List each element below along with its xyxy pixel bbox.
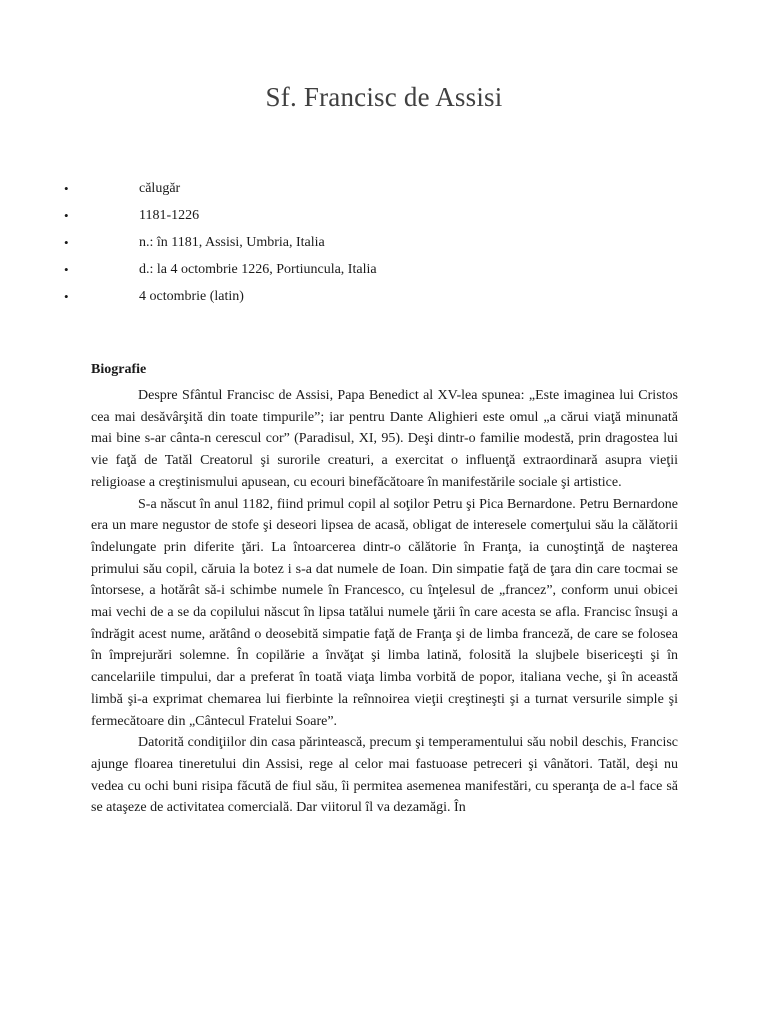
- list-item: [0, 181, 768, 208]
- paragraph: S-a născut în anul 1182, fiind primul copil al soţilor Petru şi Pica Bernardone. Petru Bernardone era un mare negustor de stofe şi deseori lipsea de acasă, obligat de interesele comerţului său la călătorii îndelungate prin diferite ţări. La întoarcerea dintr-o călătorie în Franţa, ia cunoştinţă de naşterea primului său copil, căruia la botez i s-a dat numele de Ioan. Din simpatie faţă de ţara din care tocmai se întorsese, a hotărât să-i schimbe numele în Francesco, cu înţelesul de „francez”, conform unui obicei mai vechi de a se da copilului născut în lipsa tatălui numele ţării în care acesta se afla. Francisc însuşi a îndrăgit acest nume, arătând o deosebită simpatie faţă de Franţa şi de limba franceză, de care se folosea în împrejurări solemne. În copilărie a învăţat şi limba latină, folosită la slujbele bisericeşti şi în cancelariile timpului, dar a preferat în toată viaţa limba vorbită de popor, italiana veche, şi în această limbă şi-a exprimat chemarea lui fierbinte la reînnoirea vieţii creştineşti şi a turnat versurile simple şi fermecătoare din „Cântecul Fratelui Soare”.: [91, 496, 678, 729]
- section-heading: Biografie: [91, 362, 147, 377]
- bullet-text-role: călugăr: [139, 181, 181, 196]
- list-item: [0, 208, 768, 235]
- info-bullet-list: [0, 181, 768, 316]
- list-item: [0, 289, 768, 316]
- bullet-icon: •: [64, 235, 69, 250]
- list-item: [0, 235, 768, 262]
- paragraph: Datorită condiţiilor din casa părintească, precum şi temperamentului său nobil deschis, Francisc ajunge floarea tineretului din Assisi, rege al celor mai fastuoase petreceri şi vânători. Tatăl, deşi nu vedea cu ochi buni risipa făcută de fiul său, îi permitea asemenea manifestări, cu speranţa de a-l face să se ataşeze de activitatea comercială. Dar viitorul îl va dezamăgi. În: [91, 735, 678, 816]
- bullet-text-death: d.: la 4 octombrie 1226, Portiuncula, Italia: [139, 262, 377, 277]
- document-title: Sf. Francisc de Assisi: [265, 82, 503, 112]
- bullet-icon: •: [64, 289, 69, 304]
- list-item: [0, 262, 768, 289]
- bullet-text-birth: n.: în 1181, Assisi, Umbria, Italia: [139, 235, 325, 250]
- paragraph: Despre Sfântul Francisc de Assisi, Papa Benedict al XV-lea spunea: „Este imaginea lui Cristos cea mai desăvârşită din toate timpurile”; iar pentru Dante Alighieri este omul „a cărui viaţă minunată mai bine s-ar cânta-n cerescul cor” (Paradisul, XI, 95). Deşi dintr-o familie modestă, prin dragostea lui vie faţă de Tatăl Creatorul şi surorile creaturi, a exercitat o influenţă extraordinară asupra vieţii religioase a creştinismului apusean, cu ecouri binefăcătoare în manifestările sociale şi artistice.: [91, 388, 678, 490]
- bullet-icon: •: [64, 262, 69, 277]
- biography-body: [91, 385, 678, 819]
- bullet-icon: •: [64, 181, 69, 196]
- bullet-text-years: 1181-1226: [139, 208, 200, 223]
- bullet-text-feast: 4 octombrie (latin): [139, 289, 244, 304]
- bullet-icon: •: [64, 208, 69, 223]
